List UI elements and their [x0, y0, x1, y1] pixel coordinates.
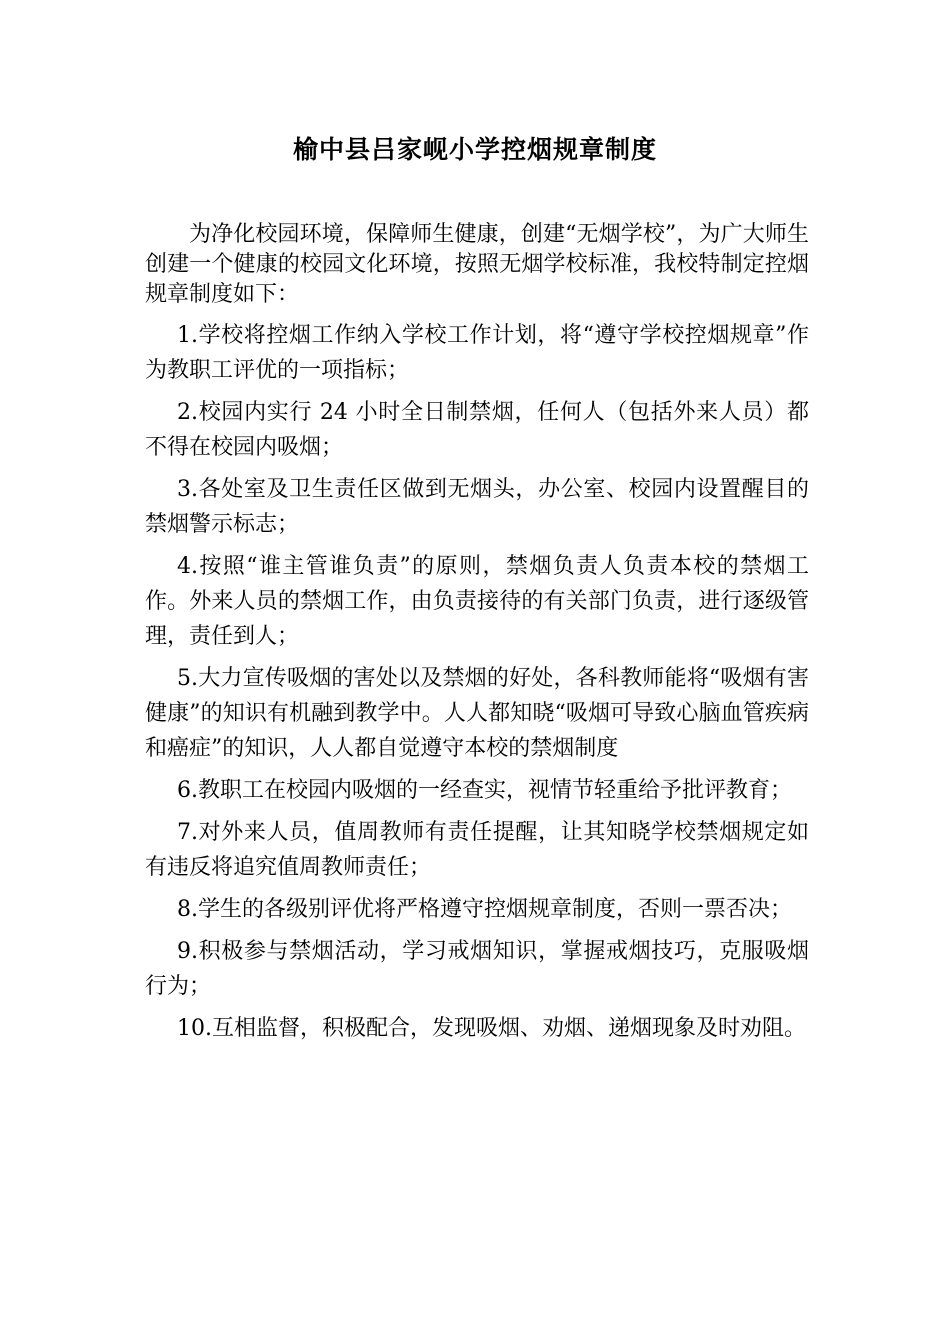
rule-item-10: 10.互相监督，积极配合，发现吸烟、劝烟、递烟现象及时劝阻。 — [177, 1016, 806, 1041]
document-body — [145, 220, 809, 1053]
rule-item-3: 3.各处室及卫生责任区做到无烟头，办公室、校园内设置醒目的禁烟警示标志； — [145, 477, 809, 537]
intro-paragraph: 为净化校园环境，保障师生健康，创建“无烟学校”，为广大师生创建一个健康的校园文化环境，按照无烟学校标准，我校特制定控烟规章制度如下： — [145, 222, 809, 307]
rule-item-6: 6.教职工在校园内吸烟的一经查实，视情节轻重给予批评教育； — [177, 778, 792, 803]
rule-item-5: 5.大力宣传吸烟的害处以及禁烟的好处，各科教师能将“吸烟有害健康”的知识有机融到教学中。人人都知晓“吸烟可导致心脑血管疾病和癌症”的知识，人人都自觉遵守本校的禁烟制度 — [145, 666, 809, 761]
rule-item-8: 8.学生的各级别评优将严格遵守控烟规章制度，否则一票否决； — [177, 897, 792, 922]
rule-item-9: 9.积极参与禁烟活动，学习戒烟知识，掌握戒烟技巧，克服吸烟行为； — [145, 939, 809, 999]
rule-item-2: 2.校园内实行 24 小时全日制禁烟，任何人（包括外来人员）都不得在校园内吸烟； — [145, 400, 809, 460]
rule-item-7: 7.对外来人员，值周教师有责任提醒，让其知晓学校禁烟规定如有违反将追究值周教师责任； — [145, 820, 809, 880]
document-title: 榆中县吕家岘小学控烟规章制度 — [292, 135, 657, 164]
rule-item-4: 4.按照“谁主管谁负责”的原则，禁烟负责人负责本校的禁烟工作。外来人员的禁烟工作，由负责接待的有关部门负责，进行逐级管理，责任到人； — [145, 554, 809, 649]
rule-item-1: 1.学校将控烟工作纳入学校工作计划，将“遵守学校控烟规章”作为教职工评优的一项指标； — [145, 323, 809, 383]
